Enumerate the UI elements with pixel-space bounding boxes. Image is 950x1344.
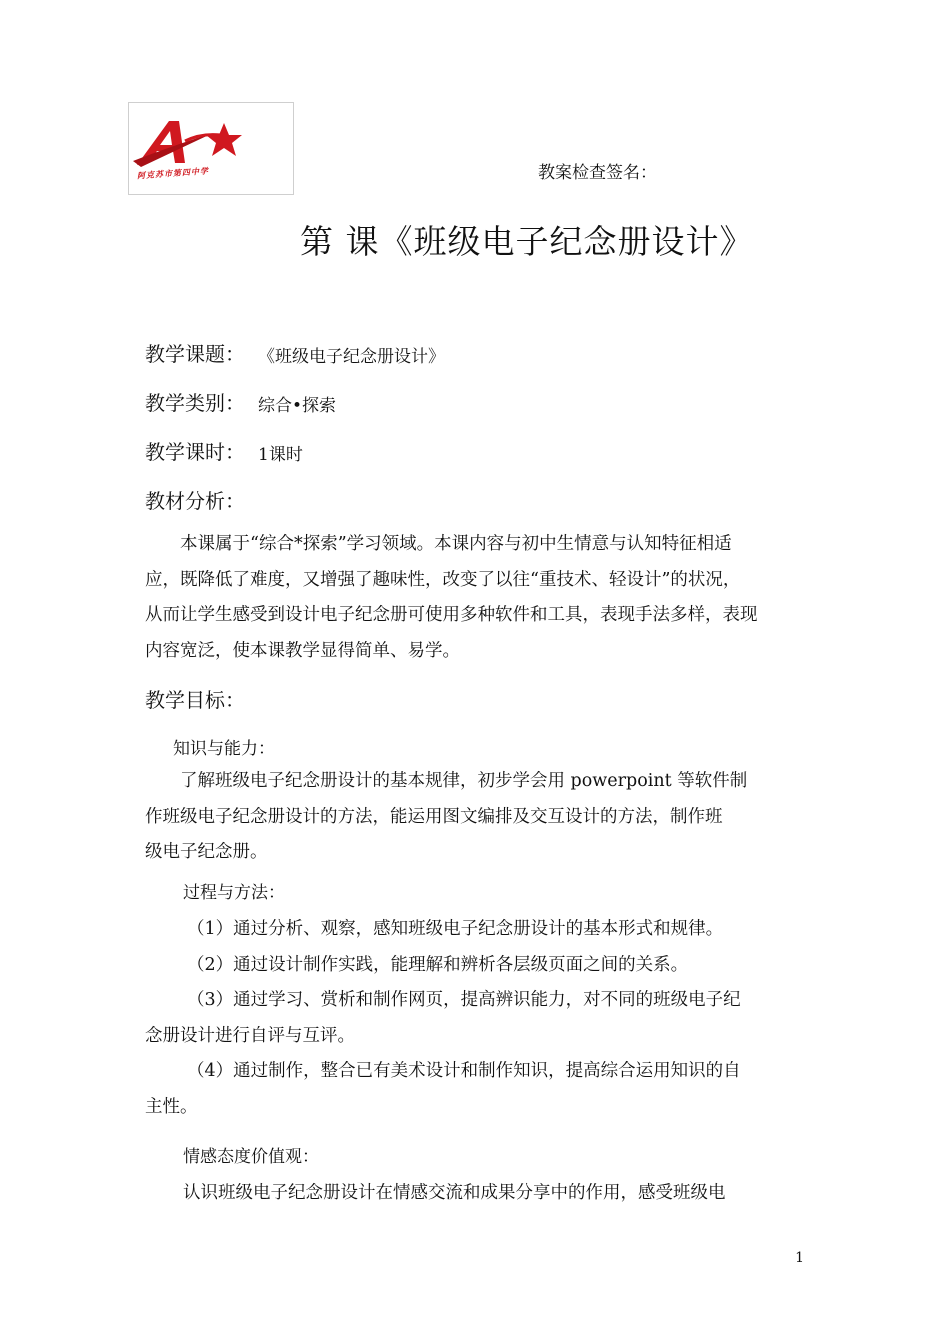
- emotion-paragraph: [145, 1176, 726, 1212]
- knowledge-paragraph: [145, 764, 747, 871]
- process-line: （2）通过设计制作实践，能理解和辨析各层级页面之间的关系。: [187, 954, 689, 975]
- knowledge-line: 作班级电子纪念册设计的方法，能运用图文编排及交互设计的方法，制作班: [145, 806, 723, 827]
- field-category-value: 综合•探索: [258, 396, 337, 416]
- material-paragraph: [145, 527, 758, 669]
- emotion-heading: 情感态度价值观：: [183, 1147, 319, 1167]
- material-line: 本课属于“综合*探索”学习领域。本课内容与初中生情意与认知特征相适: [180, 534, 732, 554]
- material-line: 应，既降低了难度，又增强了趣味性，改变了以往“重技术、轻设计”的状况，: [145, 569, 741, 590]
- field-hours-value: 1课时: [258, 445, 303, 465]
- material-heading: 教材分析：: [145, 489, 245, 513]
- emotion-line: 认识班级电子纪念册设计在情感交流和成果分享中的作用，感受班级电: [183, 1183, 726, 1203]
- logo-school-name: 阿克苏市第四中学: [136, 165, 210, 181]
- check-sign-label: 教案检查签名：: [538, 163, 657, 183]
- process-paragraph: [145, 912, 741, 1125]
- page-title: 第 课《班级电子纪念册设计》: [300, 222, 754, 261]
- material-line: 从而让学生感受到设计电子纪念册可使用多种软件和工具，表现手法多样，表现: [145, 605, 758, 625]
- school-logo: [128, 102, 294, 195]
- process-line: 念册设计进行自评与互评。: [145, 1025, 355, 1046]
- process-heading: 过程与方法：: [183, 883, 285, 903]
- process-line: （1）通过分析、观察，感知班级电子纪念册设计的基本形式和规律。: [187, 919, 724, 939]
- knowledge-heading: 知识与能力：: [173, 739, 275, 759]
- process-line: （4）通过制作，整合已有美术设计和制作知识，提高综合运用知识的自: [187, 1061, 741, 1081]
- field-topic-label: 教学课题：: [145, 342, 245, 366]
- knowledge-line: 级电子纪念册。: [145, 842, 268, 862]
- goals-heading: 教学目标：: [145, 688, 245, 712]
- material-line: 内容宽泛，使本课教学显得简单、易学。: [145, 640, 460, 661]
- page-number: 1: [795, 1250, 804, 1266]
- process-line: （3）通过学习、赏析和制作网页，提高辨识能力，对不同的班级电子纪: [187, 990, 741, 1010]
- knowledge-line: 了解班级电子纪念册设计的基本规律，初步学会用 powerpoint 等软件制: [180, 771, 748, 791]
- field-topic-value: 《班级电子纪念册设计》: [258, 347, 445, 367]
- field-hours-label: 教学课时：: [145, 440, 245, 464]
- field-category-label: 教学类别：: [145, 391, 245, 415]
- process-line: 主性。: [145, 1096, 198, 1117]
